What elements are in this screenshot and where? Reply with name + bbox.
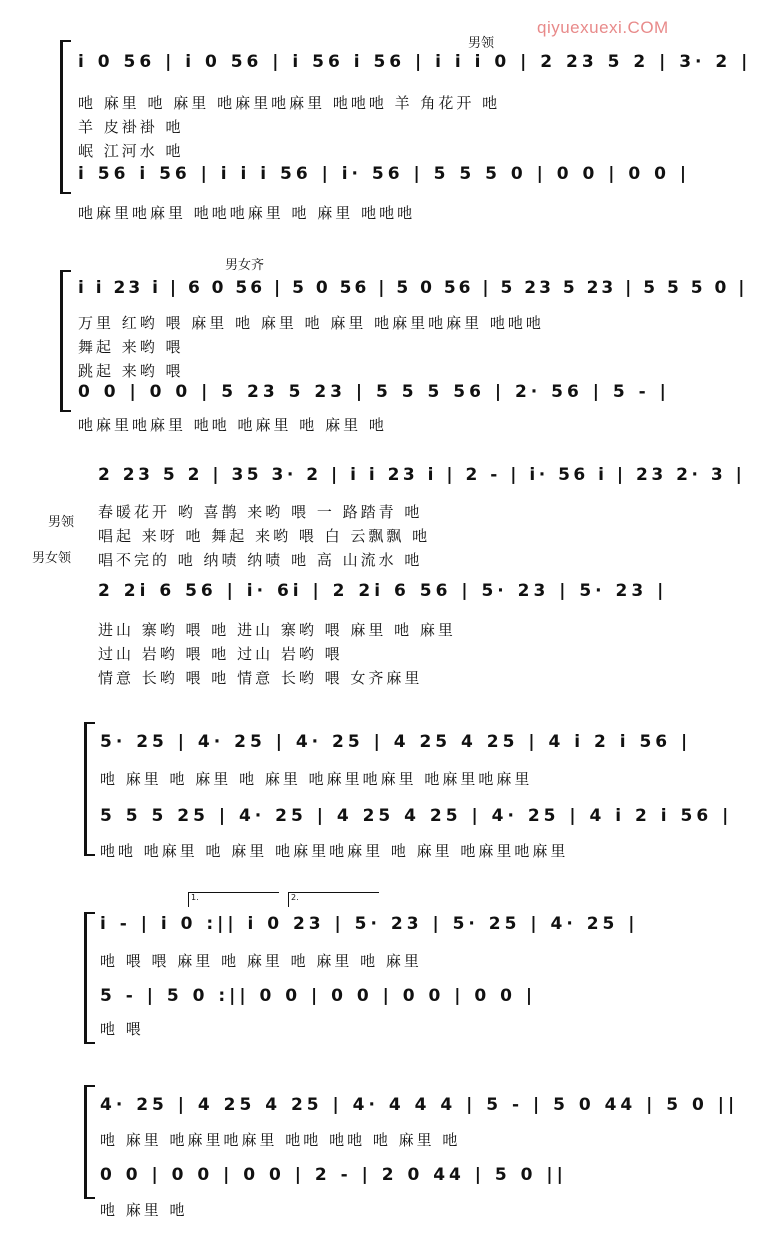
notation-line: i 0 56 | i 0 56 | i 56 i 56 | i i i 0 | 2 23 5 2 | 3· 2 | <box>78 52 752 72</box>
lyric-line: 舞起 来哟 喂 <box>78 338 184 356</box>
lyric-line: 过山 岩哟 喂 吔 过山 岩哟 喂 <box>98 645 343 663</box>
lyric-line: 羊 皮褂褂 吔 <box>78 118 184 136</box>
part-label: 男领 <box>468 36 495 51</box>
system-brace <box>84 722 95 856</box>
system-brace <box>60 40 71 194</box>
lyric-line: 唱起 来呀 吔 舞起 来哟 喂 白 云飘飘 吔 <box>98 527 431 545</box>
notation-line: 4· 25 | 4 25 4 25 | 4· 4 4 4 | 5 - | 5 0 44 | 5 0 || <box>100 1095 739 1115</box>
lyric-line: 吔麻里吔麻里 吔吔 吔麻里 吔 麻里 吔 <box>78 416 387 434</box>
notation-line: 0 0 | 0 0 | 5 23 5 23 | 5 5 5 56 | 2· 56 | 5 - | <box>78 382 670 402</box>
notation-line: 5 - | 5 0 :|| 0 0 | 0 0 | 0 0 | 0 0 | <box>100 986 537 1006</box>
notation-line: 5· 25 | 4· 25 | 4· 25 | 4 25 4 25 | 4 i 2 i 56 | <box>100 732 692 752</box>
volta-bracket-2: 2. <box>288 892 379 907</box>
notation-line: i 56 i 56 | i i i 56 | i· 56 | 5 5 5 0 | 0 0 | 0 0 | <box>78 164 691 184</box>
lyric-line: 唱不完的 吔 纳啧 纳啧 吔 高 山流水 吔 <box>98 551 423 569</box>
system-brace <box>84 1085 95 1199</box>
notation-line: i - | i 0 :|| i 0 23 | 5· 23 | 5· 25 | 4· 25 | <box>100 914 639 934</box>
lyric-line: 吔 麻里 吔 <box>100 1201 188 1219</box>
watermark: qiyuexuexi.COM <box>537 18 669 37</box>
notation-line: i i 23 i | 6 0 56 | 5 0 56 | 5 0 56 | 5 23 5 23 | 5 5 5 0 | <box>78 278 748 298</box>
lyric-line: 岷 江河水 吔 <box>78 142 184 160</box>
system-brace <box>60 270 71 412</box>
lyric-line: 吔 喂 喂 麻里 吔 麻里 吔 麻里 吔 麻里 <box>100 952 422 970</box>
volta-bracket-1: 1. <box>188 892 279 907</box>
lyric-line: 吔 麻里 吔 麻里 吔 麻里 吔麻里吔麻里 吔麻里吔麻里 <box>100 770 533 788</box>
lyric-line: 吔吔 吔麻里 吔 麻里 吔麻里吔麻里 吔 麻里 吔麻里吔麻里 <box>100 842 569 860</box>
lyric-line: 跳起 来哟 喂 <box>78 362 184 380</box>
lyric-line: 吔 麻里 吔 麻里 吔麻里吔麻里 吔吔吔 羊 角花开 吔 <box>78 94 501 112</box>
part-label: 男领 <box>48 515 75 530</box>
lyric-line: 春暖花开 哟 喜鹊 来哟 喂 一 路踏青 吔 <box>98 503 423 521</box>
part-label: 男女领 <box>32 551 72 566</box>
notation-line: 0 0 | 0 0 | 0 0 | 2 - | 2 0 44 | 5 0 || <box>100 1165 567 1185</box>
notation-line: 2 23 5 2 | 35 3· 2 | i i 23 i | 2 - | i· 56 i | 23 2· 3 | <box>98 465 746 485</box>
part-label: 男女齐 <box>225 258 265 273</box>
lyric-line: 吔 喂 <box>100 1020 144 1038</box>
notation-line: 2 2i 6 56 | i· 6i | 2 2i 6 56 | 5· 23 | 5· 23 | <box>98 581 668 601</box>
system-brace <box>84 912 95 1044</box>
notation-line: 5 5 5 25 | 4· 25 | 4 25 4 25 | 4· 25 | 4 i 2 i 56 | <box>100 806 733 826</box>
lyric-line: 万里 红哟 喂 麻里 吔 麻里 吔 麻里 吔麻里吔麻里 吔吔吔 <box>78 314 544 332</box>
lyric-line: 吔麻里吔麻里 吔吔吔麻里 吔 麻里 吔吔吔 <box>78 204 416 222</box>
lyric-line: 吔 麻里 吔麻里吔麻里 吔吔 吔吔 吔 麻里 吔 <box>100 1131 461 1149</box>
lyric-line: 情意 长哟 喂 吔 情意 长哟 喂 女齐麻里 <box>98 669 423 687</box>
lyric-line: 进山 寨哟 喂 吔 进山 寨哟 喂 麻里 吔 麻里 <box>98 621 456 639</box>
